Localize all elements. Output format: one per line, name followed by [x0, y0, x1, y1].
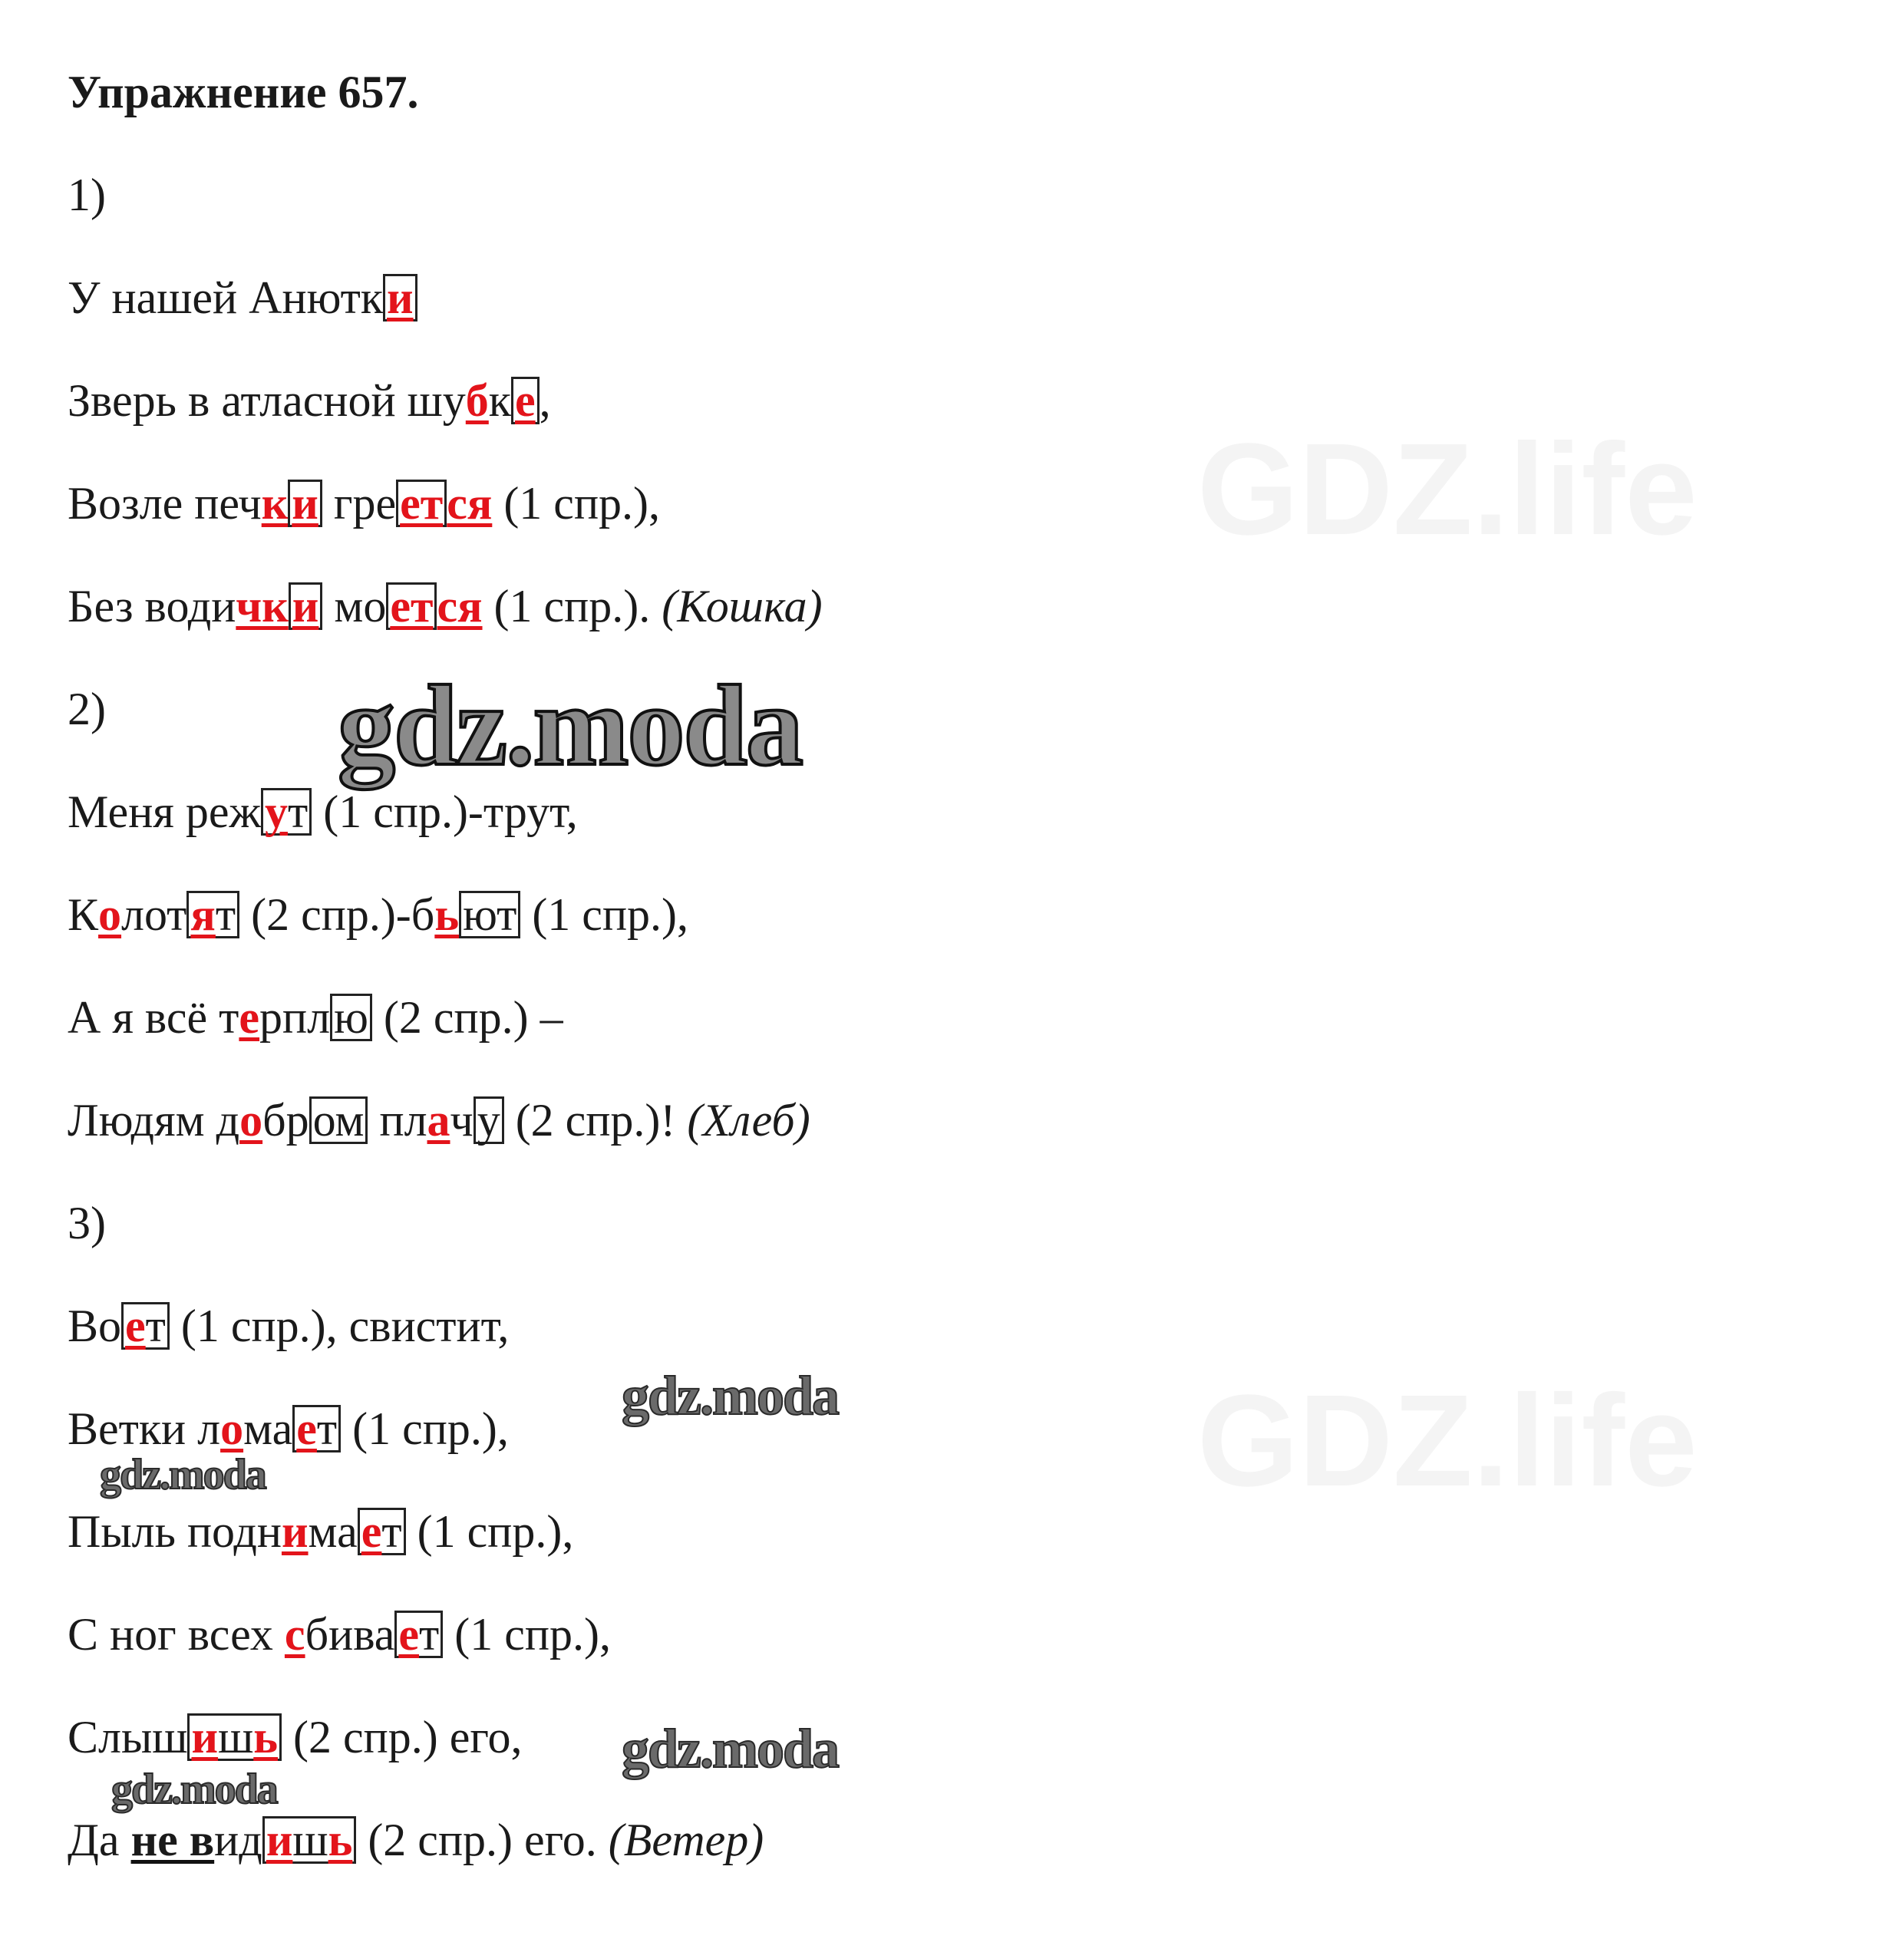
- riddle-line: Людям добром плачу (2 спр.)! (Хлеб): [68, 1095, 810, 1146]
- watermark-logo: gdz.moda: [111, 1766, 277, 1813]
- faint-watermark: GDZ.life: [1197, 1368, 1698, 1514]
- exercise-title: Упражнение 657.: [68, 67, 419, 117]
- riddle-answer: (Хлеб): [687, 1095, 810, 1146]
- watermark-logo: gdz.moda: [622, 1718, 839, 1779]
- riddle-line: Меня режут (1 спр.)-трут,: [68, 786, 578, 837]
- riddle-number: 2): [68, 684, 106, 734]
- watermark-logo: gdz.moda: [100, 1451, 266, 1499]
- riddle-line: Без водички моется (1 спр.). (Кошка): [68, 581, 823, 631]
- riddle-line: С ног всех сбивает (1 спр.),: [68, 1609, 611, 1660]
- riddle-line: Возле печки греется (1 спр.),: [68, 478, 661, 529]
- riddle-answer: (Кошка): [662, 581, 823, 631]
- riddle-answer: (Ветер): [608, 1815, 764, 1865]
- faint-watermark: GDZ.life: [1197, 417, 1698, 562]
- watermark-logo: gdz.moda: [338, 662, 802, 790]
- watermark-logo: gdz.moda: [622, 1365, 839, 1426]
- riddle-line: У нашей Анютки: [68, 269, 417, 327]
- riddle-line: А я всё терплю (2 спр.) –: [68, 992, 563, 1043]
- riddle-line: Да не видишь (2 спр.) его. (Ветер): [68, 1815, 764, 1865]
- riddle-line: Слышишь (2 спр.) его,: [68, 1712, 523, 1762]
- riddle-line: Колотят (2 спр.)-бьют (1 спр.),: [68, 889, 689, 940]
- riddle-line: Пыль поднимает (1 спр.),: [68, 1506, 574, 1557]
- riddle-line: Ветки ломает (1 спр.),: [68, 1403, 509, 1454]
- riddle-number: 1): [68, 170, 106, 220]
- riddle-number: 3): [68, 1198, 106, 1248]
- riddle-line: Воет (1 спр.), свистит,: [68, 1301, 510, 1351]
- riddle-line: Зверь в атласной шубке,: [68, 375, 551, 426]
